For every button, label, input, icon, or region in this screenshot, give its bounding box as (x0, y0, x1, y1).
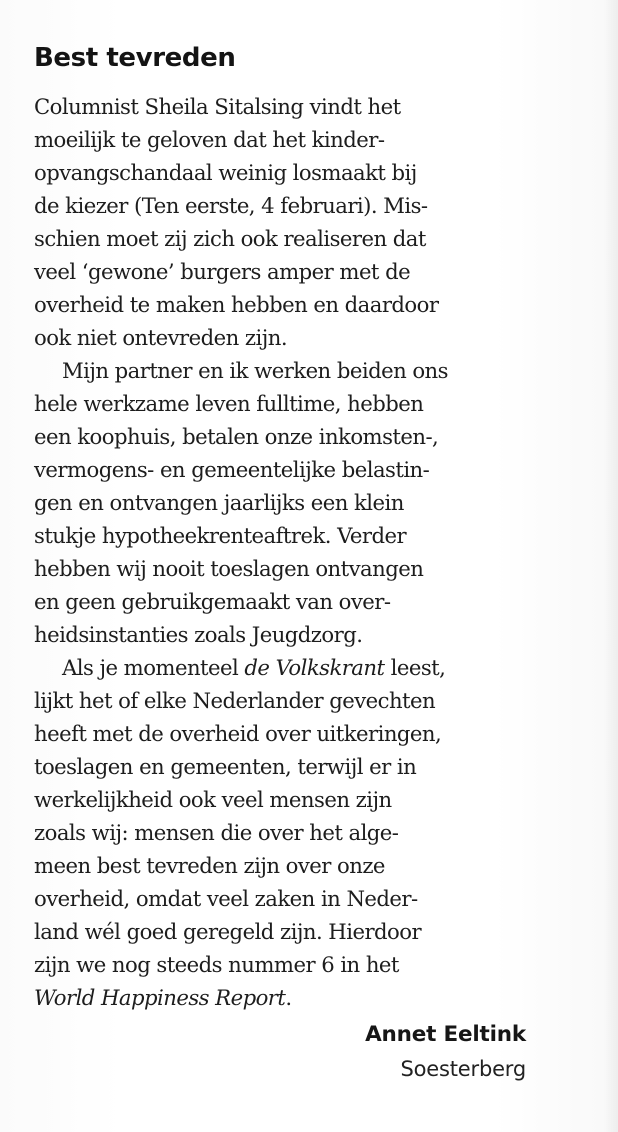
body-line: overheid, omdat veel zaken in Neder- (34, 886, 418, 911)
body-line: stukje hypotheekrenteaftrek. Verder (34, 523, 407, 548)
line-text: Als je momenteel (62, 655, 239, 680)
letter-headline: Best tevreden (34, 43, 236, 73)
body-line: land wél goed geregeld zijn. Hierdoor (34, 919, 422, 944)
body-line: zijn we nog steeds nummer 6 in het (34, 952, 399, 977)
paragraph-start-line (34, 651, 534, 684)
page-edge-shadow (604, 0, 618, 1132)
sentence-end: . (285, 985, 292, 1010)
body-line: ook niet ontevreden zijn. (34, 325, 288, 350)
body-line: heeft met de overheid over uitkeringen, (34, 721, 442, 746)
author-name: Annet Eeltink (365, 1022, 526, 1047)
body-line: zoals wij: mensen die over het alge- (34, 820, 399, 845)
body-line: moeilijk te geloven dat het kinder- (34, 127, 385, 152)
body-line: opvangschandaal weinig losmaakt bij (34, 160, 417, 185)
body-line (34, 981, 534, 1014)
letter-to-editor (34, 38, 534, 1014)
body-line: de kiezer (Ten eerste, 4 februari). Mis- (34, 193, 428, 218)
letter-body (34, 90, 534, 1014)
body-line: gen en ontvangen jaarlijks een klein (34, 490, 404, 515)
body-line: hele werkzame leven fulltime, hebben (34, 391, 424, 416)
body-line: hebben wij nooit toeslagen ontvangen (34, 556, 424, 581)
body-line: lijkt het of elke Nederlander gevechten (34, 688, 436, 713)
body-line: heidsinstanties zoals Jeugdzorg. (34, 622, 363, 647)
body-line: en geen gebruikgemaakt van over- (34, 589, 391, 614)
body-line: toeslagen en gemeenten, terwijl er in (34, 754, 417, 779)
body-line: vermogens- en gemeentelijke belastin- (34, 457, 430, 482)
body-line: Columnist Sheila Sitalsing vindt het (34, 94, 401, 119)
body-line: werkelijkheid ook veel mensen zijn (34, 787, 392, 812)
body-line: veel ‘gewone’ burgers amper met de (34, 259, 411, 284)
author-location: Soesterberg (400, 1057, 526, 1081)
body-line: schien moet zij zich ook realiseren dat (34, 226, 426, 251)
signature-block (365, 1018, 526, 1086)
line-text: leest, (390, 655, 446, 680)
publication-name: de Volkskrant (244, 655, 385, 680)
body-line: meen best tevreden zijn over onze (34, 853, 385, 878)
report-name: World Happiness Report (34, 985, 286, 1010)
body-line: overheid te maken hebben en daardoor (34, 292, 439, 317)
body-line: een koophuis, betalen onze inkomsten-, (34, 424, 439, 449)
paragraph-start-line: Mijn partner en ik werken beiden ons (62, 358, 448, 383)
